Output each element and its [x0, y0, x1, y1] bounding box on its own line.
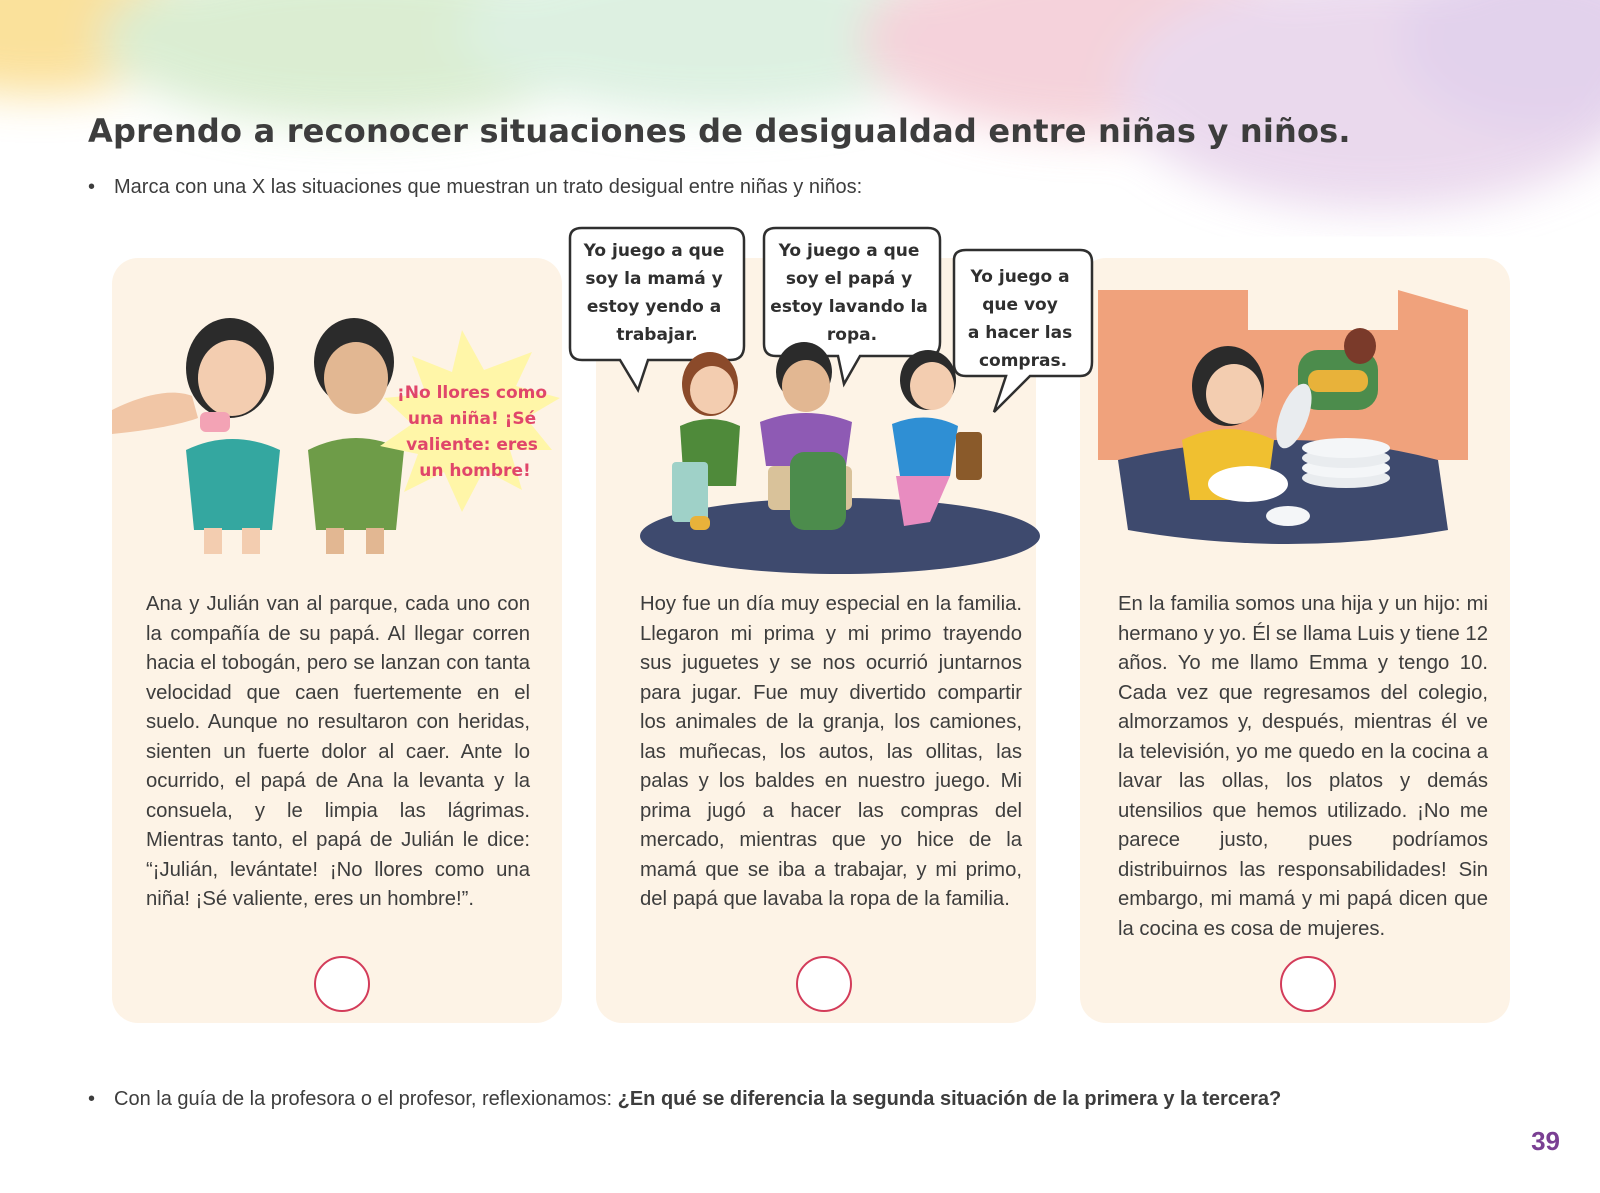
- story-text-3: En la familia somos una hija y un hijo: mi hermano y yo. Él se llama Luis y tiene 12 años. Yo me llamo Emma y tengo 10. Cada vez que regresamos del colegio, almorzamos y, después, mientras él ve la televisión, yo me quedo en la cocina a lavar las ollas, los platos y demás utensilios que hemos utilizado. ¡No me parece justo, pues podríamos distribuirnos las responsabilidades! Sin embargo, mi mamá y mi papá dicen que la cocina es cosa de mujeres.: [1118, 593, 1488, 940]
- reflection-question: ¿En qué se diferencia la segunda situación de la primera y la tercera?: [617, 1088, 1282, 1110]
- bubble-2-line-4: ropa.: [826, 325, 878, 345]
- girl-figure: [186, 318, 280, 554]
- mark-circle-1[interactable]: [314, 956, 370, 1012]
- story-text-1: Ana y Julián van al parque, cada uno con la compañía de su papá. Al llegar corren hacia el tobogán, pero se lanzan con tanta velocidad que caen fuertemente en el suelo. Aunque no resultaron con heridas, sienten un fuerte dolor al caer. Ante lo ocurrido, el papá de Ana la levanta y la consuela, y le limpia las lágrimas. Mientras tanto, el papá de Julián le dice: “¡Julián, levántate! ¡No llores como una niña! ¡Sé valiente, eres un hombre!”.: [146, 593, 530, 910]
- page-number: 39: [1531, 1126, 1560, 1156]
- instruction-text: Marca con una X las situaciones que muestran un trato desigual entre niñas y niños:: [114, 176, 863, 198]
- bubble-2-line-2: soy el papá y: [785, 269, 913, 289]
- story-text-2: Hoy fue un día muy especial en la familia. Llegaron mi prima y mi primo trayendo sus juguetes y se nos ocurrió juntarnos para jugar. Fue muy divertido compartir los animales de la granja, los camiones, las muñecas, los autos, las ollitas, las palas y los baldes en nuestro juego. Mi prima jugó a hacer las compras del mercado, mientras que yo hice de la mamá que se iba a trabajar, y mi primo, del papá que lavaba la ropa de la familia.: [640, 593, 1022, 910]
- bubble-1-line-1: Yo juego a que: [583, 241, 725, 261]
- burst-line-1: ¡No llores como: [397, 383, 548, 403]
- bubble-3-line-1: Yo juego a: [970, 267, 1070, 287]
- bubble-3-line-3: a hacer las: [967, 323, 1073, 343]
- burst-line-4: un hombre!: [419, 461, 531, 481]
- burst-line-2: una niña! ¡Sé: [407, 409, 537, 429]
- bubble-1-line-3: estoy yendo a: [586, 297, 722, 317]
- bullet-dot: •: [88, 1088, 96, 1110]
- mark-circle-3[interactable]: [1280, 956, 1336, 1012]
- girl-figure-1: [672, 352, 740, 530]
- instruction: [88, 176, 862, 199]
- bullet-dot: •: [88, 176, 96, 198]
- burst-line-3: valiente: eres: [406, 435, 538, 455]
- illustration-girl-washing-dishes: [1098, 290, 1468, 560]
- bubble-1-line-4: trabajar.: [616, 325, 698, 345]
- illustration-children-crying: [112, 300, 562, 560]
- bubble-3-line-2: que voy: [982, 295, 1058, 315]
- bubble-2-line-1: Yo juego a que: [778, 241, 920, 261]
- reflection-prompt: [88, 1088, 1281, 1111]
- page-title: Aprendo a reconocer situaciones de desigualdad entre niñas y niños.: [88, 112, 1351, 150]
- boy-figure: [308, 318, 404, 554]
- bubble-3-line-4: compras.: [978, 351, 1068, 371]
- illustration-children-playing: [560, 226, 1100, 576]
- mark-circle-2[interactable]: [796, 956, 852, 1012]
- bubble-2-line-3: estoy lavando la: [770, 297, 928, 317]
- speech-bubble-3: [954, 250, 1092, 412]
- bubble-1-line-2: soy la mamá y: [585, 269, 723, 289]
- reflection-lead: Con la guía de la profesora o el profesor, reflexionamos:: [114, 1088, 618, 1110]
- boy-figure: [760, 342, 852, 530]
